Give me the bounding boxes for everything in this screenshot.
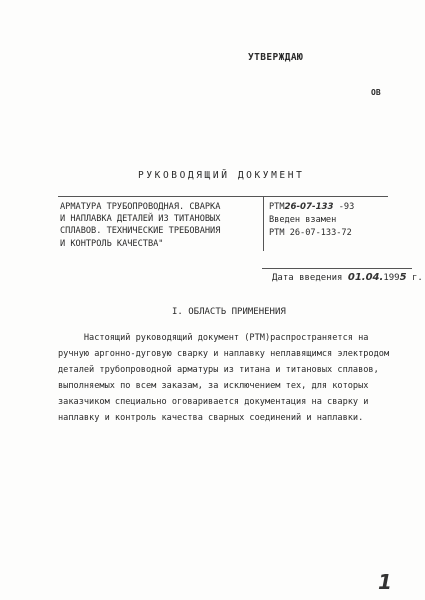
paragraph-line: Настоящий руководящий документ (РТМ)распространяется на <box>58 333 369 343</box>
designation-number-handwritten: 26-07-133 <box>284 202 334 212</box>
title-line: СПЛАВОВ. ТЕХНИЧЕСКИЕ ТРЕБОВАНИЯ <box>60 226 221 237</box>
introduction-year-printed: 199 <box>383 273 400 283</box>
document-type-heading: РУКОВОДЯЩИЙ ДОКУМЕНТ <box>138 170 305 181</box>
paragraph-line: деталей трубопроводной арматуры из титана и титановых сплавов, <box>58 365 379 375</box>
designation-block <box>269 201 354 239</box>
paragraph-line: заказчиком специально оговаривается документация на сварку и <box>58 397 369 407</box>
title-line: И КОНТРОЛЬ КАЧЕСТВА" <box>60 238 164 249</box>
introduction-date <box>272 272 423 283</box>
designation-line <box>269 201 354 214</box>
introduction-date-label: Дата введения <box>272 273 343 283</box>
document-title <box>60 201 220 250</box>
approval-heading: УТВЕРЖДАЮ <box>248 52 304 63</box>
paragraph-line: выполняемых по всем заказам, за исключением тех, для которых <box>58 381 369 391</box>
title-line: И НАПЛАВКА ДЕТАЛЕЙ ИЗ ТИТАНОВЫХ <box>60 214 221 225</box>
paragraph-line: ручную аргонно-дуговую сварку и наплавку неплавящимся электродом <box>58 349 390 359</box>
introduction-date-handwritten: 01.04. <box>347 272 384 283</box>
title-block-divider <box>263 197 264 251</box>
section-heading: I. ОБЛАСТЬ ПРИМЕНЕНИЯ <box>172 307 286 317</box>
title-line: АРМАТУРА ТРУБОПРОВОДНАЯ. СВАРКА <box>60 202 221 212</box>
introduction-year-handwritten: 5 <box>399 272 407 283</box>
designation-prefix: РТМ <box>269 202 285 212</box>
title-block <box>58 196 388 257</box>
section-paragraph <box>58 330 389 426</box>
designation-suffix: -93 <box>338 202 355 212</box>
replaces-number: РТМ 26-07-133-72 <box>269 227 352 238</box>
date-divider <box>262 268 412 269</box>
replaces-label: Введен взамен <box>269 214 337 225</box>
approval-marker: ОВ <box>371 88 381 97</box>
introduction-year-unit: г. <box>411 273 423 283</box>
page-number: 1 <box>378 570 392 594</box>
paragraph-line: наплавку и контроль качества сварных соединений и наплавки. <box>58 413 364 423</box>
